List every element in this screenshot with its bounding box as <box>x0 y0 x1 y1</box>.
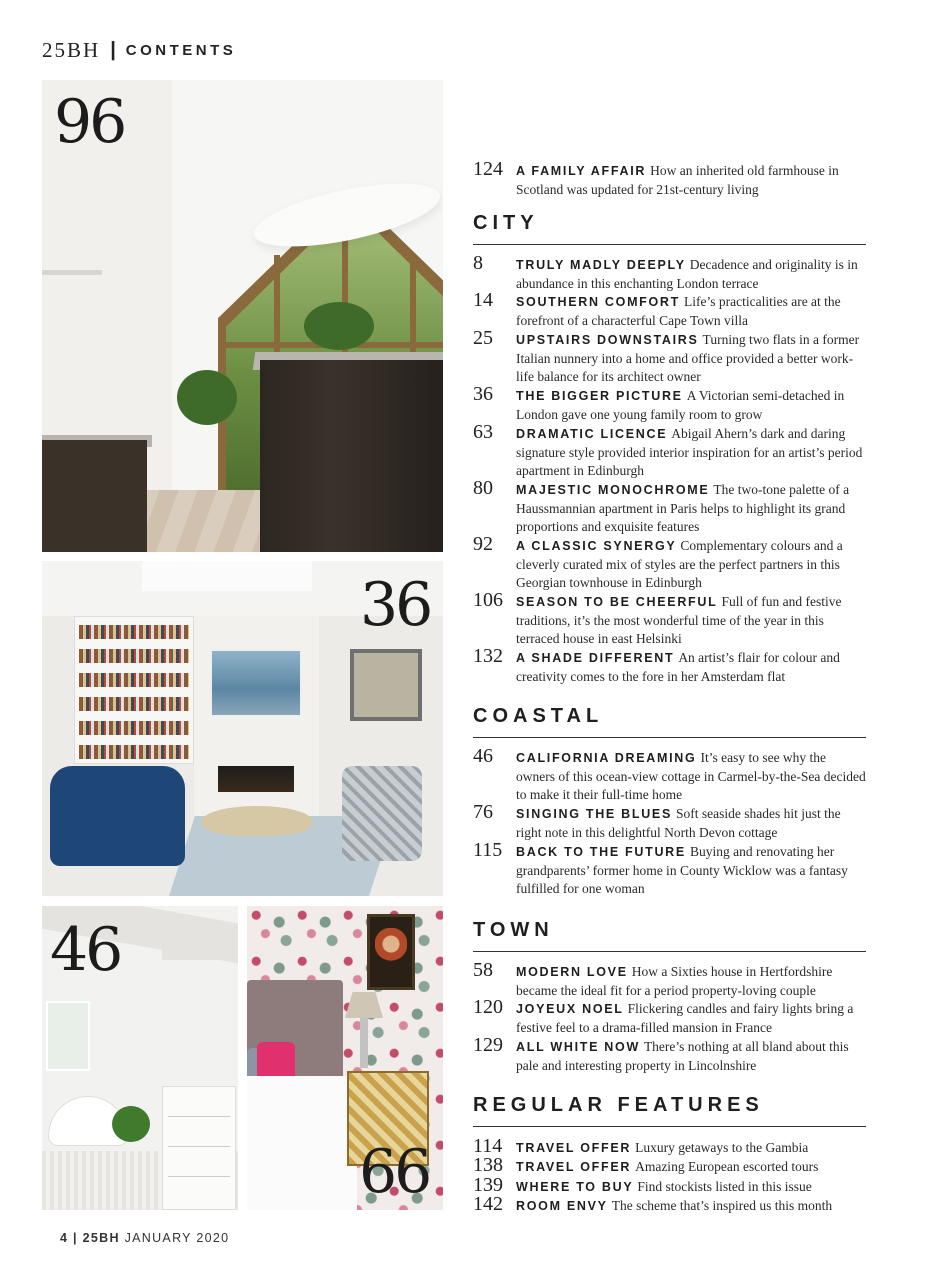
page-title: CONTENTS <box>125 41 237 59</box>
entry-description: Complementary colours and a cleverly curated mix of styles are the perfect partners in this Georgian townhouse in Edinburgh <box>516 538 843 591</box>
section-title-regular-features: REGULAR FEATURES <box>473 1094 764 1116</box>
entry-title: BACK TO THE FUTURE <box>516 845 686 859</box>
entry-text-wrapper <box>516 293 866 330</box>
entry-text-wrapper <box>516 1038 866 1075</box>
drawer-line <box>168 1176 230 1177</box>
entry-description: The scheme that’s inspired us this month <box>611 1198 833 1213</box>
coffee-table <box>202 806 312 836</box>
ceiling-beam <box>162 936 238 960</box>
entry-text-wrapper <box>516 1178 866 1197</box>
entry-title: A FAMILY AFFAIR <box>516 164 647 178</box>
entry-text-wrapper <box>516 537 866 593</box>
section-rule <box>473 737 866 738</box>
book-row <box>79 697 189 711</box>
page-header <box>42 38 236 62</box>
entry-text-wrapper <box>516 1197 866 1216</box>
contents-entry[interactable] <box>473 421 866 481</box>
entry-text-wrapper <box>516 1139 866 1158</box>
section-title-city: CITY <box>473 212 539 234</box>
entry-description: The two-tone palette of a Haussmannian apartment in Paris helps to highlight its grand proportions and exquisite features <box>516 482 850 535</box>
book-row <box>79 649 189 663</box>
section-title-coastal: COASTAL <box>473 705 604 727</box>
entry-title: CALIFORNIA DREAMING <box>516 751 697 765</box>
footer-separator: | <box>73 1231 78 1245</box>
contents-entry[interactable] <box>473 589 866 649</box>
contents-entry[interactable] <box>473 327 866 387</box>
entry-title: A SHADE DIFFERENT <box>516 651 675 665</box>
entry-description: Life’s practicalities are at the forefront of a characterful Cape Town villa <box>516 294 841 328</box>
contents-entry[interactable] <box>473 1154 866 1177</box>
book-row <box>79 625 189 639</box>
header-brand: 25BH <box>42 37 101 62</box>
contents-entry[interactable] <box>473 801 866 842</box>
entry-page-number: 114 <box>473 1135 503 1157</box>
entry-page-number: 8 <box>473 252 483 274</box>
bathroom-photo <box>42 906 238 1210</box>
entry-title: TRAVEL OFFER <box>516 1141 632 1155</box>
entry-text-wrapper <box>516 1000 866 1037</box>
section-title-town: TOWN <box>473 919 554 941</box>
contents-entry[interactable] <box>473 839 866 899</box>
fireplace <box>218 766 294 792</box>
entry-text-wrapper <box>516 749 866 805</box>
entry-page-number: 120 <box>473 996 503 1018</box>
header-separator: | <box>110 38 116 61</box>
entry-description: Buying and renovating her grandparents’ former home in County Wicklow was a fantasy fulfilled for one woman <box>516 844 848 897</box>
entry-text-wrapper <box>516 805 866 842</box>
window <box>350 649 422 721</box>
velvet-sofa <box>50 766 185 866</box>
contents-entry[interactable] <box>473 252 866 293</box>
contents-entry[interactable] <box>473 1174 866 1197</box>
entry-text-wrapper <box>516 162 866 199</box>
bookcase <box>74 616 194 764</box>
book-row <box>79 673 189 687</box>
entry-text-wrapper <box>516 963 866 1000</box>
photo-page-number: 46 <box>50 915 121 985</box>
entry-description: Flickering candles and fairy lights bring a festive feel to a drama-filled mansion in France <box>516 1001 854 1035</box>
entry-text-wrapper <box>516 387 866 424</box>
entry-description: It’s easy to see why the owners of this ocean-view cottage in Carmel-by-the-Sea decided to make it their full-time home <box>516 750 866 803</box>
entry-text-wrapper <box>516 649 866 686</box>
bed <box>247 1076 357 1210</box>
section-rule <box>473 244 866 245</box>
contents-entry[interactable] <box>473 1034 866 1075</box>
entry-title: DRAMATIC LICENCE <box>516 427 668 441</box>
contents-entry[interactable] <box>473 533 866 593</box>
entry-page-number: 36 <box>473 383 493 405</box>
entry-description: An artist’s flair for colour and creativity comes to the fore in her Amsterdam flat <box>516 650 840 684</box>
page-footer <box>60 1231 229 1245</box>
kitchen-photo <box>42 80 443 552</box>
drawer-line <box>168 1146 230 1147</box>
entry-title: SOUTHERN COMFORT <box>516 295 680 309</box>
vanity-unit <box>162 1086 236 1210</box>
entry-description: There’s nothing at all bland about this pale and interesting property in Lincolnshire <box>516 1039 849 1073</box>
living-room-photo <box>42 561 443 896</box>
entry-page-number: 142 <box>473 1193 503 1215</box>
kitchen-island <box>260 360 443 552</box>
bedroom-photo <box>247 906 443 1210</box>
window <box>46 1001 90 1071</box>
contents-entry[interactable] <box>473 477 866 537</box>
contents-entry[interactable] <box>473 959 866 1000</box>
contents-entry[interactable] <box>473 1135 866 1158</box>
section-rule <box>473 1126 866 1127</box>
entry-page-number: 138 <box>473 1154 503 1176</box>
photo-page-number: 96 <box>54 87 125 157</box>
entry-description: How a Sixties house in Hertfordshire became the ideal fit for a period property-loving couple <box>516 964 833 998</box>
entry-page-number: 92 <box>473 533 493 555</box>
entry-description: Find stockists listed in this issue <box>637 1179 812 1194</box>
entry-text-wrapper <box>516 1158 866 1177</box>
entry-text-wrapper <box>516 843 866 899</box>
pool-painting <box>210 649 302 717</box>
entry-page-number: 14 <box>473 289 493 311</box>
entry-page-number: 139 <box>473 1174 503 1196</box>
entry-page-number: 63 <box>473 421 493 443</box>
entry-description: Turning two flats in a former Italian nunnery into a home and office provided a better work-life balance for its architect owner <box>516 332 860 385</box>
drawer-line <box>168 1116 230 1117</box>
kitchen-counter <box>42 440 147 552</box>
entry-title: WHERE TO BUY <box>516 1180 634 1194</box>
wall-shelf <box>42 270 102 275</box>
entry-title: ROOM ENVY <box>516 1199 608 1213</box>
entry-page-number: 76 <box>473 801 493 823</box>
entry-description: Full of fun and festive traditions, it’s the most wonderful time of the year in this terraced house in east Helsinki <box>516 594 842 647</box>
entry-page-number: 115 <box>473 839 503 861</box>
contents-entry[interactable] <box>473 1193 866 1216</box>
entry-text-wrapper <box>516 256 866 293</box>
entry-description: Soft seaside shades hit just the right note in this delightful North Devon cottage <box>516 806 841 840</box>
entry-title: MAJESTIC MONOCHROME <box>516 483 710 497</box>
footer-page-number: 4 <box>60 1231 69 1245</box>
entry-description: Decadence and originality is in abundance in this enchanting London terrace <box>516 257 858 291</box>
entry-title: JOYEUX NOEL <box>516 1002 624 1016</box>
entry-description: Luxury getaways to the Gambia <box>635 1140 809 1155</box>
entry-text-wrapper <box>516 331 866 387</box>
entry-page-number: 58 <box>473 959 493 981</box>
entry-text-wrapper <box>516 481 866 537</box>
lamp-base <box>360 1018 368 1068</box>
entry-title: MODERN LOVE <box>516 965 628 979</box>
entry-description: How an inherited old farmhouse in Scotland was updated for 21st-century living <box>516 163 839 197</box>
entry-page-number: 124 <box>473 158 503 180</box>
potted-plant <box>112 1106 150 1142</box>
entry-page-number: 132 <box>473 645 503 667</box>
entry-page-number: 106 <box>473 589 503 611</box>
book-row <box>79 745 189 759</box>
entry-description: Abigail Ahern’s dark and daring signature style provided interior inspiration for an artist’s period apartment in Edinburgh <box>516 426 863 479</box>
entry-title: UPSTAIRS DOWNSTAIRS <box>516 333 699 347</box>
portrait-figure <box>375 928 407 974</box>
contents-entry[interactable] <box>473 645 866 686</box>
potted-plant <box>304 302 374 350</box>
entry-page-number: 46 <box>473 745 493 767</box>
book-row <box>79 721 189 735</box>
skylight <box>142 561 312 591</box>
contents-entry[interactable] <box>473 158 866 199</box>
contents-entry[interactable] <box>473 289 866 330</box>
entry-title: SINGING THE BLUES <box>516 807 672 821</box>
section-rule <box>473 951 866 952</box>
contents-entry[interactable] <box>473 383 866 424</box>
entry-text-wrapper <box>516 425 866 481</box>
entry-description: Amazing European escorted tours <box>635 1159 819 1174</box>
armchair <box>342 766 422 861</box>
entry-title: ALL WHITE NOW <box>516 1040 640 1054</box>
contents-entry[interactable] <box>473 996 866 1037</box>
entry-text-wrapper <box>516 593 866 649</box>
entry-page-number: 25 <box>473 327 493 349</box>
entry-title: TRAVEL OFFER <box>516 1160 632 1174</box>
entry-page-number: 80 <box>473 477 493 499</box>
entry-title: A CLASSIC SYNERGY <box>516 539 677 553</box>
entry-title: TRULY MADLY DEEPLY <box>516 258 686 272</box>
entry-page-number: 129 <box>473 1034 503 1056</box>
contents-entry[interactable] <box>473 745 866 805</box>
photo-page-number: 36 <box>360 570 431 640</box>
photo-page-number: 66 <box>359 1137 430 1207</box>
entry-description: A Victorian semi-detached in London gave one young family room to grow <box>516 388 845 422</box>
footer-issue: JANUARY 2020 <box>124 1231 230 1245</box>
footer-brand: 25BH <box>82 1231 120 1245</box>
entry-title: SEASON TO BE CHEERFUL <box>516 595 718 609</box>
potted-plant <box>177 370 237 425</box>
entry-title: THE BIGGER PICTURE <box>516 389 683 403</box>
